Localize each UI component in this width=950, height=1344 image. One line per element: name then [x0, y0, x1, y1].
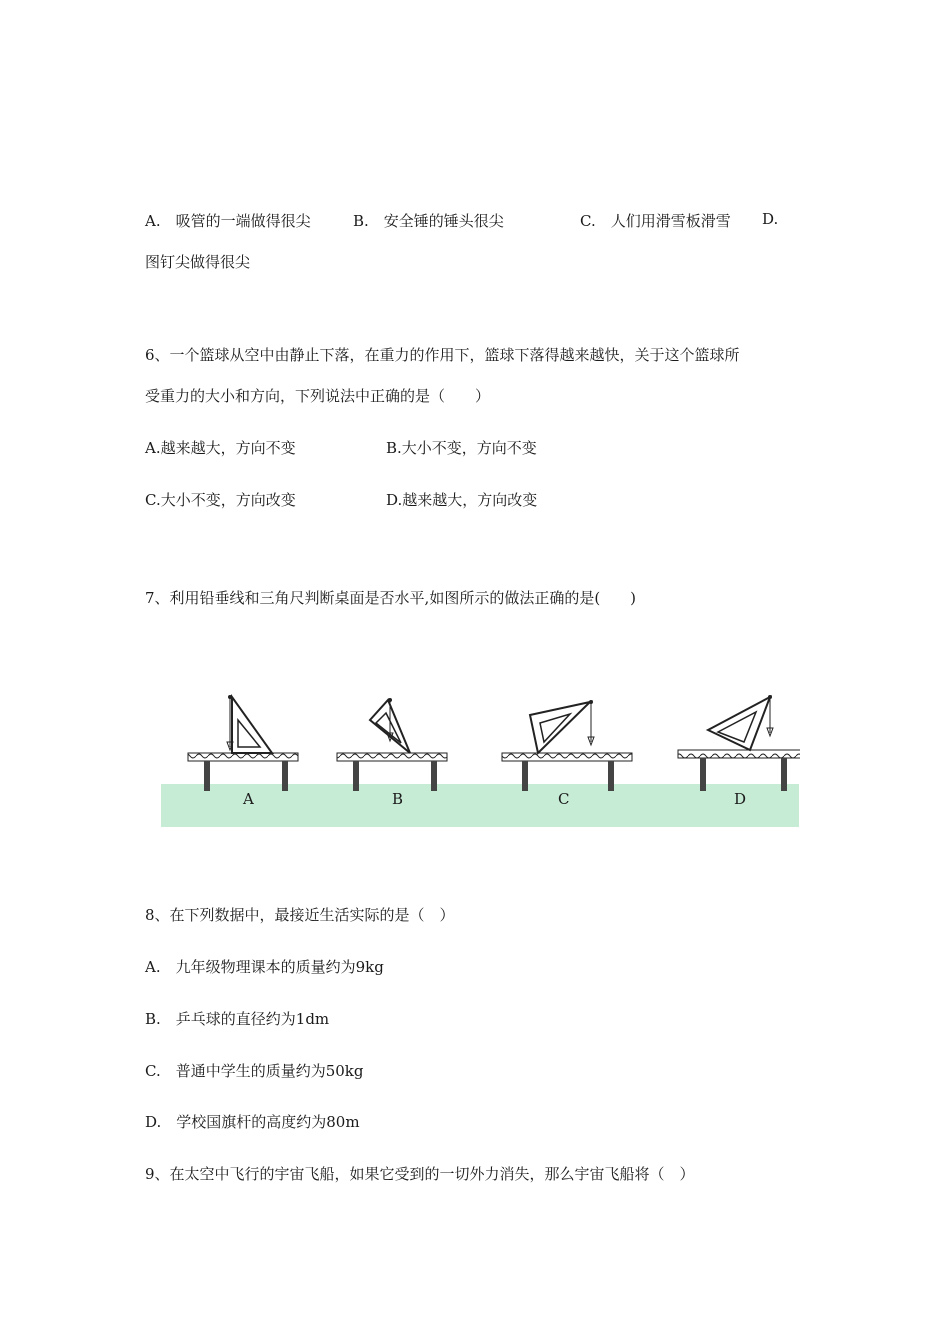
q8-option-b: B. 乒乓球的直径约为1dm	[145, 1010, 330, 1028]
table-b-drawing	[337, 698, 447, 791]
q9-stem: 9、在太空中飞行的宇宙飞船，如果它受到的一切外力消失，那么宇宙飞船将（ ）	[145, 1165, 695, 1183]
q5-option-b: B. 安全锤的锤头很尖	[353, 212, 504, 230]
q8-option-d: D. 学校国旗杆的高度约为80m	[145, 1113, 360, 1131]
figure-label-a: A	[243, 790, 254, 808]
q8-stem: 8、在下列数据中，最接近生活实际的是（ ）	[145, 906, 455, 924]
q5-option-c: C. 人们用滑雪板滑雪	[580, 212, 731, 230]
q7-stem: 7、利用铅垂线和三角尺判断桌面是否水平,如图所示的做法正确的是( )	[145, 589, 637, 607]
table-a-drawing	[188, 695, 298, 791]
q5-option-d: D.	[762, 210, 779, 228]
q8-option-c: C. 普通中学生的质量约为50kg	[145, 1062, 364, 1080]
table-d-drawing	[678, 695, 800, 791]
q5-option-a: A. 吸管的一端做得很尖	[145, 212, 311, 230]
figure-label-b: B	[392, 790, 404, 808]
q6-stem-line1: 6、一个篮球从空中由静止下落，在重力的作用下，篮球下落得越来越快，关于这个篮球所	[145, 346, 740, 364]
figure-label-d: D	[734, 790, 747, 808]
q6-option-d: D.越来越大，方向改变	[386, 491, 538, 509]
figure-label-c: C	[558, 790, 570, 808]
q6-option-b: B.大小不变，方向不变	[386, 439, 537, 457]
q6-stem-line2: 受重力的大小和方向，下列说法中正确的是（ ）	[145, 387, 491, 405]
q8-option-a: A. 九年级物理课本的质量约为9kg	[145, 958, 384, 976]
q7-figure	[160, 660, 800, 830]
q6-option-a: A.越来越大，方向不变	[145, 439, 296, 457]
table-c-drawing	[502, 700, 632, 791]
q6-option-c: C.大小不变，方向改变	[145, 491, 296, 509]
q5-option-d-text: 图钉尖做得很尖	[145, 253, 251, 271]
